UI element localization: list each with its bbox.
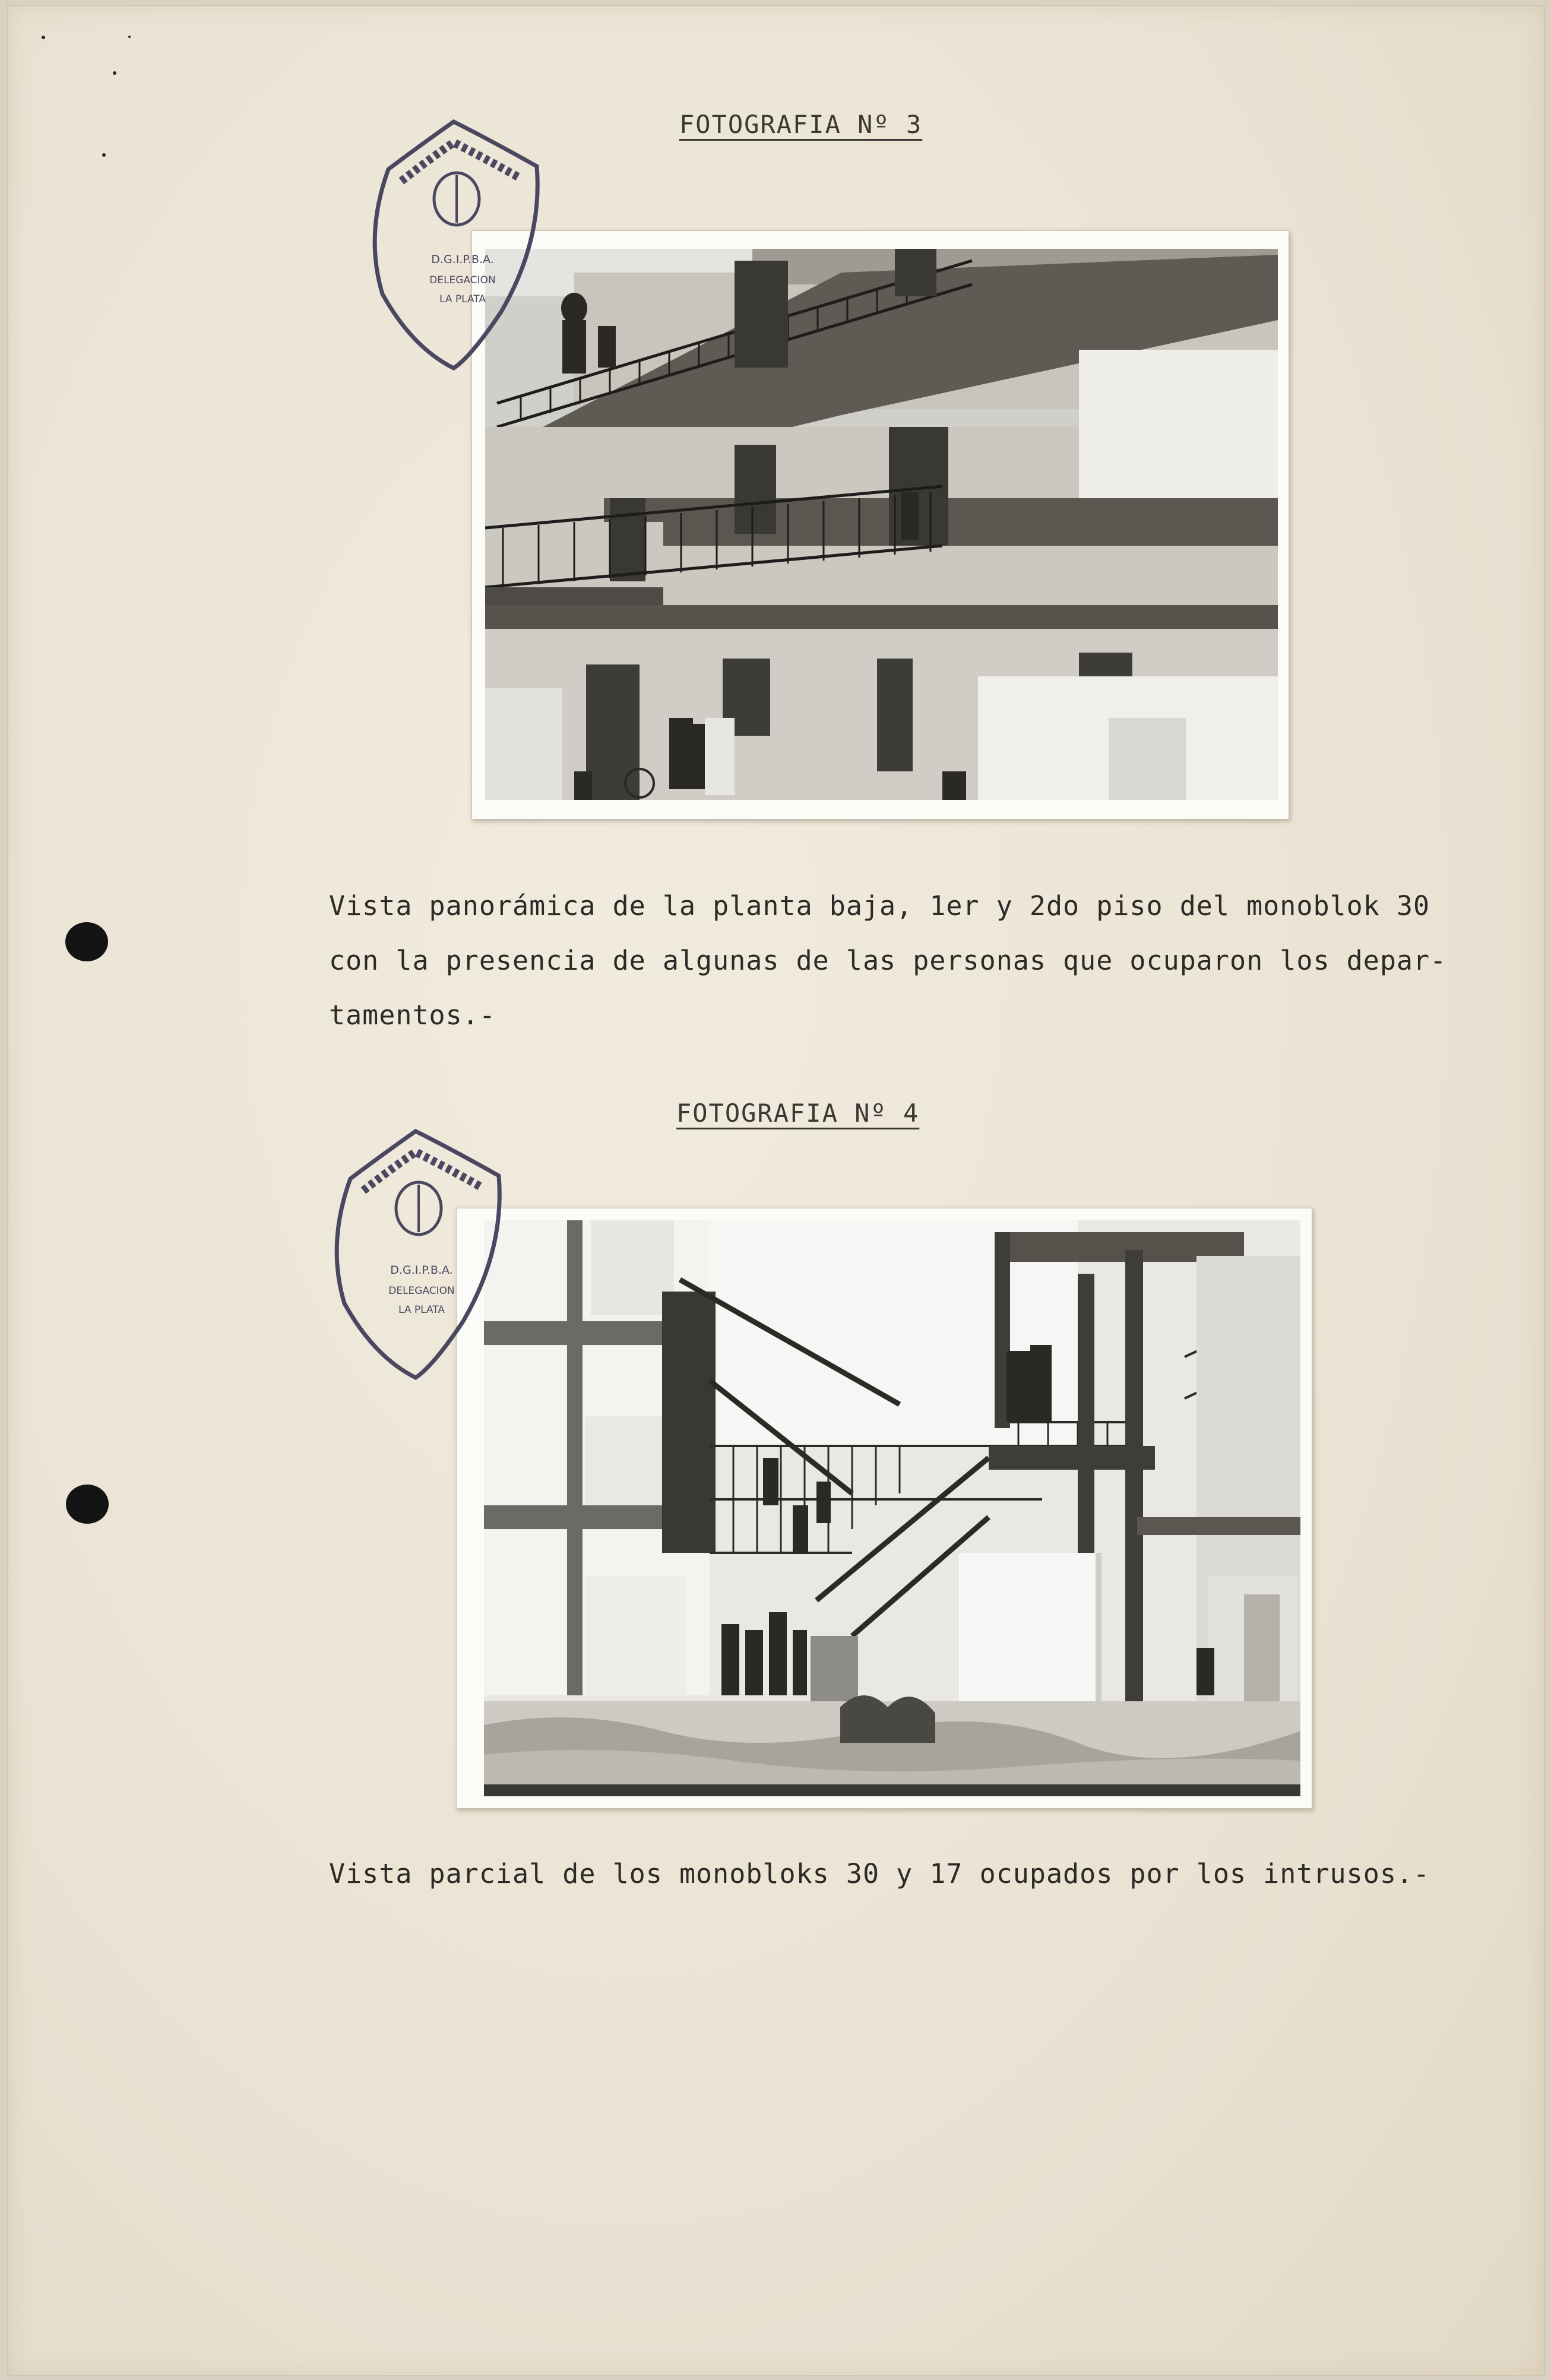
punch-hole xyxy=(65,922,108,961)
speck xyxy=(113,71,116,75)
punch-hole xyxy=(66,1485,109,1524)
stamp-text-line-3: LA PLATA xyxy=(439,293,486,305)
photo-3-caption-line-3: tamentos.- xyxy=(329,999,496,1031)
photo-3-title: FOTOGRAFIA Nº 3 xyxy=(679,110,923,139)
photo-4-image xyxy=(484,1220,1300,1796)
photo-3-image xyxy=(485,249,1278,800)
speck xyxy=(102,153,106,157)
stamp-text-line-1: D.G.I.P.B.A. xyxy=(431,253,494,266)
institution-stamp xyxy=(365,116,549,377)
photo-3 xyxy=(471,230,1289,819)
document-page xyxy=(8,6,1544,2375)
photo-3-caption-line-1: Vista panorámica de la planta baja, 1er y 2do piso del monoblok 30 xyxy=(329,890,1430,922)
photo-3-caption xyxy=(329,879,1446,1043)
speck xyxy=(42,36,45,39)
speck xyxy=(128,36,131,38)
photo-3-caption-line-2: con la presencia de algunas de las personas que ocuparon los depar- xyxy=(329,945,1447,976)
photo-4-caption: Vista parcial de los monobloks 30 y 17 ocupados por los intrusos.- xyxy=(329,1858,1430,1890)
photo-4 xyxy=(456,1208,1312,1809)
stamp-text-line-2: DELEGACION xyxy=(388,1285,455,1297)
photo-4-title: FOTOGRAFIA Nº 4 xyxy=(676,1099,920,1128)
stamp-text-line-3: LA PLATA xyxy=(398,1304,445,1316)
stamp-text-line-2: DELEGACION xyxy=(429,274,496,286)
stamp-text-line-1: D.G.I.P.B.A. xyxy=(390,1264,453,1277)
institution-stamp xyxy=(327,1125,511,1387)
